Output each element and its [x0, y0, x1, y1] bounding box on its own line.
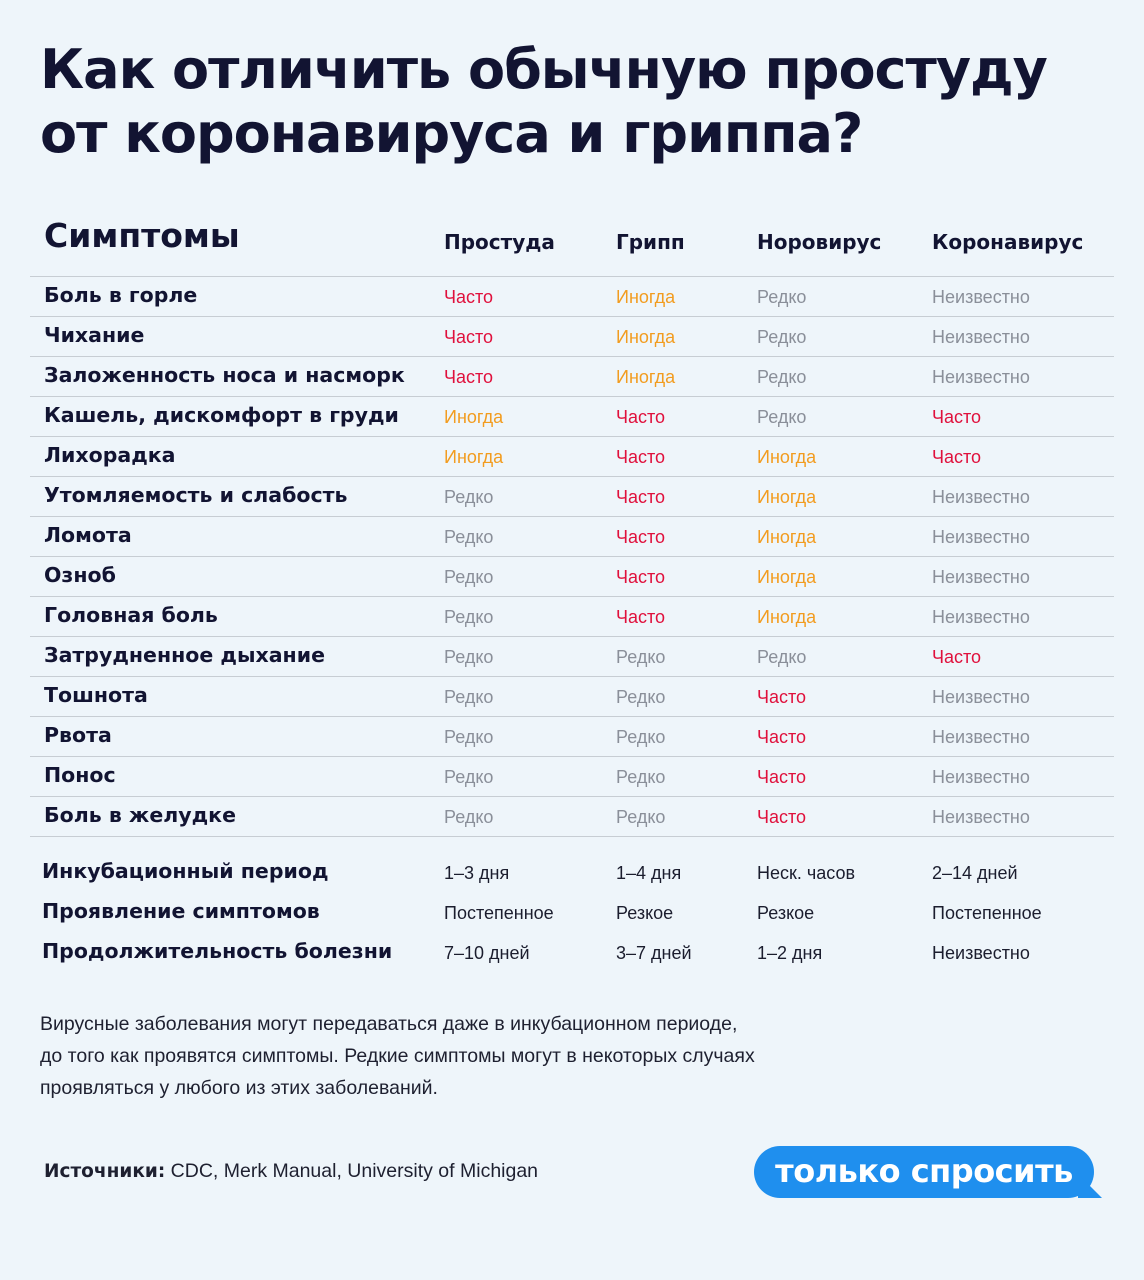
sources-label: Источники:	[44, 1161, 166, 1182]
symptom-label: Заложенность носа и насморк	[44, 363, 405, 387]
fact-value-flu: Резкое	[616, 903, 674, 923]
frequency-flu: Часто	[616, 447, 666, 467]
frequency-flu: Часто	[616, 567, 666, 587]
frequency-flu: Редко	[616, 727, 666, 747]
frequency-norovirus: Часто	[757, 727, 807, 747]
fact-value-flu: 3–7 дней	[616, 943, 692, 963]
frequency-coronavirus: Неизвестно	[932, 367, 1030, 387]
frequency-flu: Редко	[616, 687, 666, 707]
symptom-label: Утомляемость и слабость	[44, 483, 348, 507]
symptoms-table	[30, 276, 1114, 837]
table-row	[30, 637, 1114, 677]
frequency-norovirus: Иногда	[757, 567, 817, 587]
frequency-cold: Часто	[444, 327, 494, 347]
frequency-coronavirus: Неизвестно	[932, 687, 1030, 707]
symptom-label: Кашель, дискомфорт в груди	[44, 403, 399, 427]
table-row	[30, 277, 1114, 317]
frequency-cold: Редко	[444, 607, 494, 627]
frequency-norovirus: Редко	[757, 647, 807, 667]
frequency-cold: Иногда	[444, 447, 504, 467]
fact-row	[30, 895, 1114, 935]
footnote	[40, 1008, 900, 1104]
symptom-label: Затрудненное дыхание	[44, 643, 325, 667]
fact-value-cold: Постепенное	[444, 903, 554, 923]
frequency-flu: Часто	[616, 607, 666, 627]
frequency-flu: Редко	[616, 767, 666, 787]
column-header-norovirus: Норовирус	[757, 230, 882, 254]
frequency-flu: Иногда	[616, 367, 676, 387]
fact-label: Проявление симптомов	[42, 899, 320, 923]
symptom-label: Головная боль	[44, 603, 218, 627]
frequency-norovirus: Редко	[757, 287, 807, 307]
fact-value-norovirus: 1–2 дня	[757, 943, 823, 963]
symptoms-header: Симптомы	[44, 216, 240, 255]
table-row	[30, 717, 1114, 757]
frequency-coronavirus: Неизвестно	[932, 727, 1030, 747]
frequency-coronavirus: Часто	[932, 447, 982, 467]
frequency-flu: Иногда	[616, 287, 676, 307]
fact-label: Продолжительность болезни	[42, 939, 393, 963]
frequency-cold: Иногда	[444, 407, 504, 427]
symptom-label: Боль в горле	[44, 283, 198, 307]
frequency-flu: Часто	[616, 487, 666, 507]
table-row	[30, 397, 1114, 437]
table-row	[30, 597, 1114, 637]
sources	[44, 1160, 538, 1183]
frequency-norovirus: Редко	[757, 407, 807, 427]
frequency-cold: Редко	[444, 807, 494, 827]
fact-value-norovirus: Резкое	[757, 903, 815, 923]
frequency-norovirus: Иногда	[757, 527, 817, 547]
fact-value-coronavirus: Постепенное	[932, 903, 1042, 923]
frequency-norovirus: Иногда	[757, 487, 817, 507]
table-row	[30, 557, 1114, 597]
column-header-flu: Грипп	[616, 230, 685, 254]
frequency-coronavirus: Неизвестно	[932, 287, 1030, 307]
page-title	[40, 38, 1100, 166]
frequency-coronavirus: Неизвестно	[932, 327, 1030, 347]
symptom-label: Ломота	[44, 523, 132, 547]
table-row	[30, 677, 1114, 717]
column-header-coronavirus: Коронавирус	[932, 230, 1084, 254]
frequency-cold: Часто	[444, 367, 494, 387]
frequency-norovirus: Часто	[757, 687, 807, 707]
footnote-line-1: Вирусные заболевания могут передаваться даже в инкубационном периоде,	[40, 1013, 738, 1035]
fact-value-flu: 1–4 дня	[616, 863, 682, 883]
symptom-label: Боль в желудке	[44, 803, 236, 827]
fact-value-cold: 1–3 дня	[444, 863, 510, 883]
frequency-coronavirus: Неизвестно	[932, 607, 1030, 627]
frequency-coronavirus: Неизвестно	[932, 767, 1030, 787]
table-row	[30, 517, 1114, 557]
frequency-cold: Редко	[444, 767, 494, 787]
frequency-flu: Редко	[616, 807, 666, 827]
frequency-coronavirus: Часто	[932, 407, 982, 427]
table-row	[30, 317, 1114, 357]
symptom-label: Рвота	[44, 723, 112, 747]
table-row	[30, 757, 1114, 797]
symptom-label: Чихание	[44, 323, 145, 347]
frequency-cold: Редко	[444, 727, 494, 747]
frequency-norovirus: Редко	[757, 327, 807, 347]
frequency-coronavirus: Часто	[932, 647, 982, 667]
title-line-1: Как отличить обычную простуду	[40, 38, 1047, 101]
frequency-coronavirus: Неизвестно	[932, 487, 1030, 507]
footnote-line-3: проявляться у любого из этих заболеваний.	[40, 1077, 438, 1099]
frequency-flu: Часто	[616, 407, 666, 427]
sources-text: CDC, Merk Manual, University of Michigan	[165, 1160, 539, 1182]
frequency-flu: Часто	[616, 527, 666, 547]
title-line-2: от коронавируса и гриппа?	[40, 102, 863, 165]
table-header	[0, 214, 1144, 276]
symptom-label: Лихорадка	[44, 443, 176, 467]
brand-logo[interactable]: только спросить	[754, 1146, 1094, 1198]
symptom-label: Понос	[44, 763, 116, 787]
frequency-coronavirus: Неизвестно	[932, 807, 1030, 827]
frequency-cold: Редко	[444, 487, 494, 507]
frequency-coronavirus: Неизвестно	[932, 567, 1030, 587]
fact-label: Инкубационный период	[42, 859, 329, 883]
frequency-norovirus: Часто	[757, 807, 807, 827]
fact-row	[30, 855, 1114, 895]
symptom-label: Тошнота	[44, 683, 148, 707]
frequency-norovirus: Редко	[757, 367, 807, 387]
fact-value-norovirus: Неск. часов	[757, 863, 856, 883]
fact-value-coronavirus: Неизвестно	[932, 943, 1030, 963]
table-row	[30, 797, 1114, 837]
column-header-cold: Простуда	[444, 230, 555, 254]
fact-value-coronavirus: 2–14 дней	[932, 863, 1018, 883]
footnote-line-2: до того как проявятся симптомы. Редкие симптомы могут в некоторых случаях	[40, 1045, 755, 1067]
frequency-cold: Редко	[444, 567, 494, 587]
frequency-cold: Редко	[444, 527, 494, 547]
frequency-cold: Редко	[444, 647, 494, 667]
fact-row	[30, 935, 1114, 975]
table-row	[30, 357, 1114, 397]
fact-value-cold: 7–10 дней	[444, 943, 530, 963]
frequency-cold: Редко	[444, 687, 494, 707]
frequency-coronavirus: Неизвестно	[932, 527, 1030, 547]
frequency-flu: Редко	[616, 647, 666, 667]
table-row	[30, 477, 1114, 517]
table-row	[30, 437, 1114, 477]
symptom-label: Озноб	[44, 563, 116, 587]
frequency-norovirus: Часто	[757, 767, 807, 787]
frequency-norovirus: Иногда	[757, 447, 817, 467]
frequency-flu: Иногда	[616, 327, 676, 347]
frequency-cold: Часто	[444, 287, 494, 307]
disease-facts-table	[30, 855, 1114, 975]
frequency-norovirus: Иногда	[757, 607, 817, 627]
